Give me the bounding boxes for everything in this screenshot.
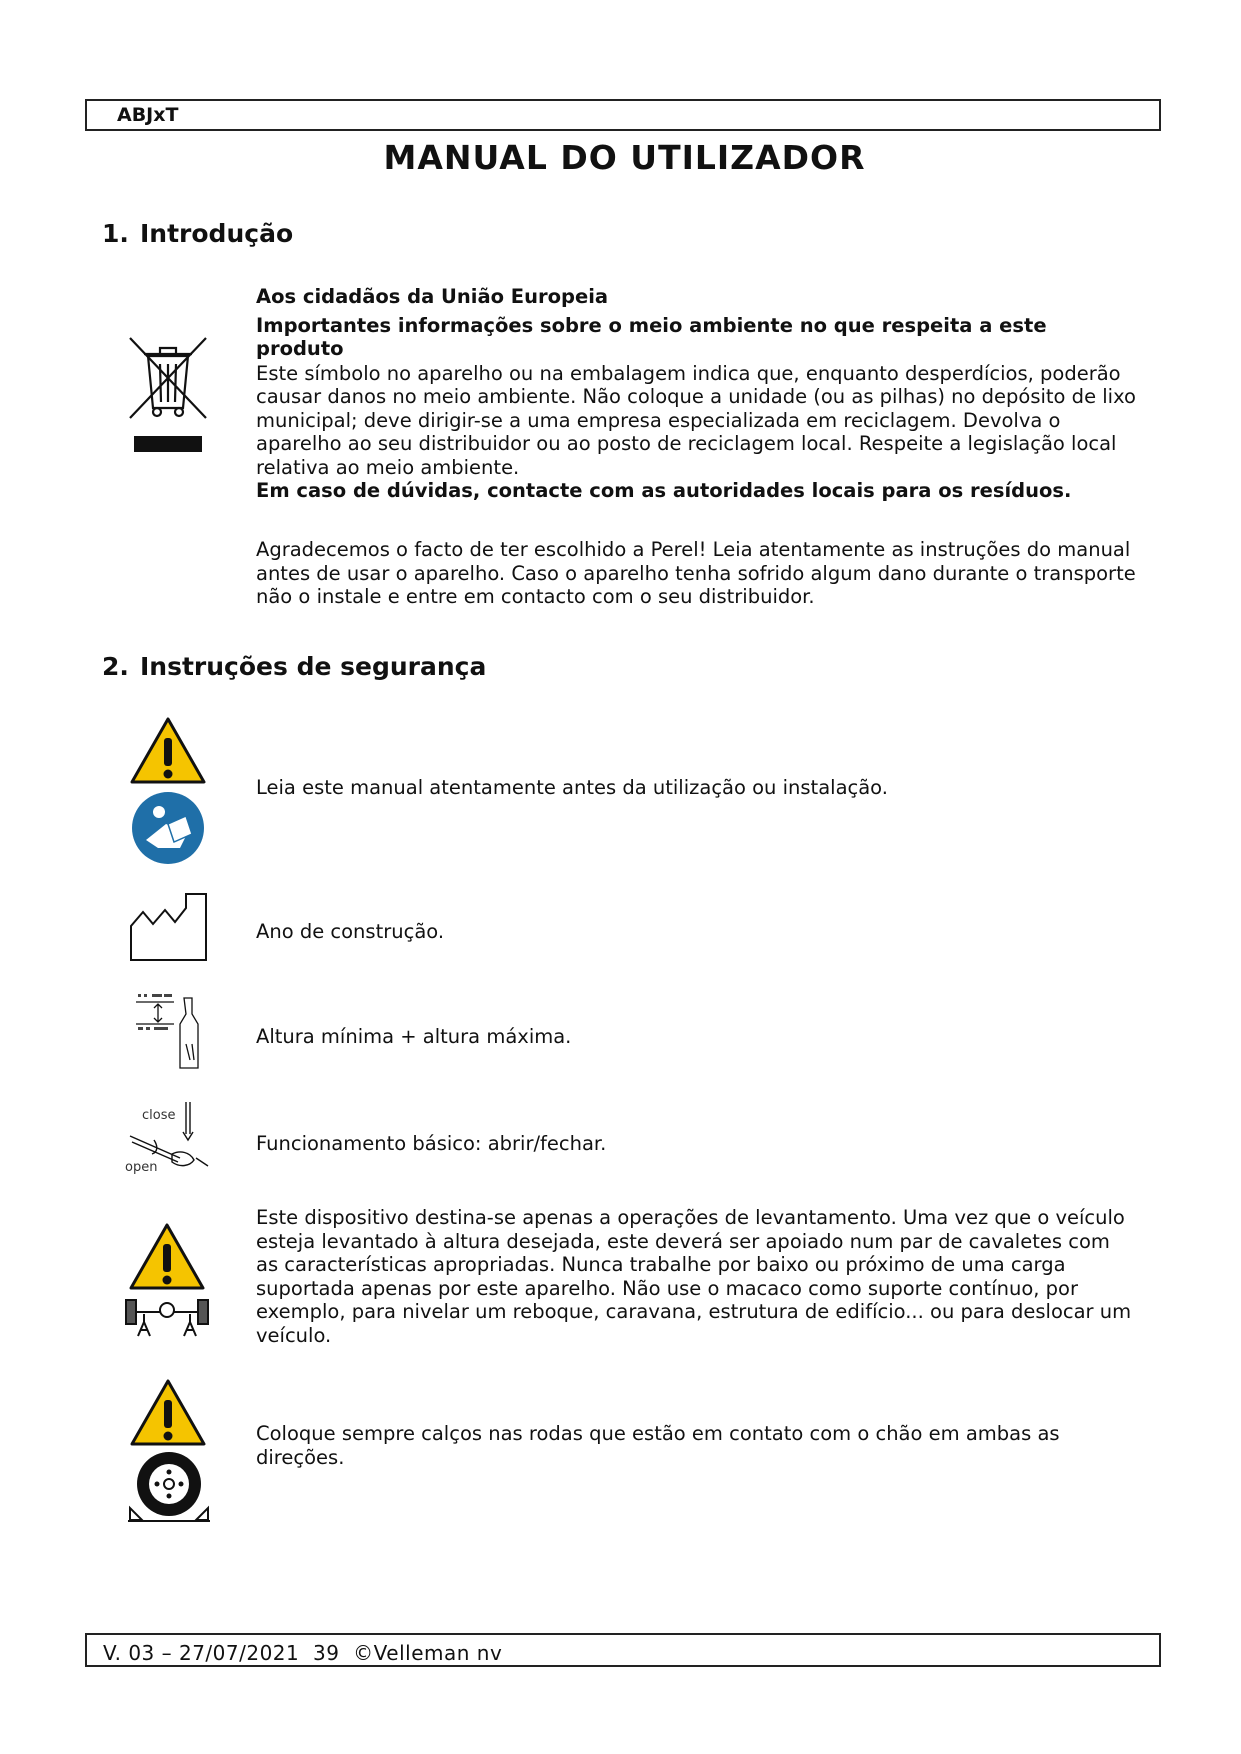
weee-bin-icon [126,334,210,458]
safety-item-4-text: Funcionamento básico: abrir/fechar. [256,1132,607,1155]
footer-box [85,1633,1161,1667]
safety-item-6-text: Coloque sempre calços nas rodas que estão em contato com o chão em ambas as direções. [256,1422,1060,1469]
warning-axle-stands-icon [122,1222,212,1340]
eu-subtitle: Importantes informações sobre o meio ambiente no que respeita a este produto [256,313,1047,360]
jack-height-icon [130,990,212,1072]
warning-read-manual-icon [128,716,208,866]
eu-notice [256,285,1136,503]
safety-item-5-text: Este dispositivo destina-se apenas a operações de levantamento. Uma vez que o veículo esteja levantado à altura desejada, este deverá ser apoiado num par de cavaletes com as características apropriadas. Nunca trabalhe por baixo ou próximo de uma carga suportada apenas por este aparelho. Não use o macaco como suporte contínuo, por exemplo, para nivelar um reboque, caravana, estrutura de edifício... ou para deslocar um veículo. [256,1206,1132,1347]
section-2-title: Instruções de segurança [140,652,487,681]
header-box [85,99,1161,131]
section-1-heading [102,219,293,248]
eu-title: Aos cidadãos da União Europeia [256,285,609,308]
eu-doubts: Em caso de dúvidas, contacte com as autoridades locais para os resíduos. [256,479,1072,502]
footer-page-number: 39 [312,1641,340,1665]
section-2-heading [102,652,486,681]
thanks-paragraph: Agradecemos o facto de ter escolhido a Perel! Leia atentamente as instruções do manual antes de usar o aparelho. Caso o aparelho tenha sofrido algum dano durante o transporte não o instale e entre em contacto com o seu distribuidor. [256,538,1136,608]
footer-text [103,1641,502,1665]
footer-copyright: ©Velleman nv [353,1641,503,1665]
warning-wheel-chocks-icon [128,1378,210,1524]
eu-body: Este símbolo no aparelho ou na embalagem indica que, enquanto desperdícios, poderão causar danos no meio ambiente. Não coloque a unidade (ou as pilhas) no depósito de lixo municipal; deve dirigir-se a uma empresa especializada em reciclagem. Devolva o aparelho ao seu distribuidor ou ao posto de reciclagem local. Respeite a legislação local relativa ao meio ambiente. [256,361,1136,479]
section-1-title: Introdução [140,219,294,248]
valve-open-label: open [125,1160,158,1175]
page-title: MANUAL DO UTILIZADOR [383,138,866,177]
factory-icon [128,888,210,964]
section-2-number: 2. [102,652,129,681]
valve-close-label: close [142,1108,176,1123]
section-1-number: 1. [102,219,129,248]
safety-item-3-text: Altura mínima + altura máxima. [256,1025,572,1048]
safety-item-2-text: Ano de construção. [256,920,445,943]
valve-open-close-icon [124,1100,214,1180]
footer-version: V. 03 – 27/07/2021 [103,1641,300,1665]
safety-item-1-text: Leia este manual atentamente antes da utilização ou instalação. [256,776,888,799]
model-label: ABJxT [117,104,179,126]
